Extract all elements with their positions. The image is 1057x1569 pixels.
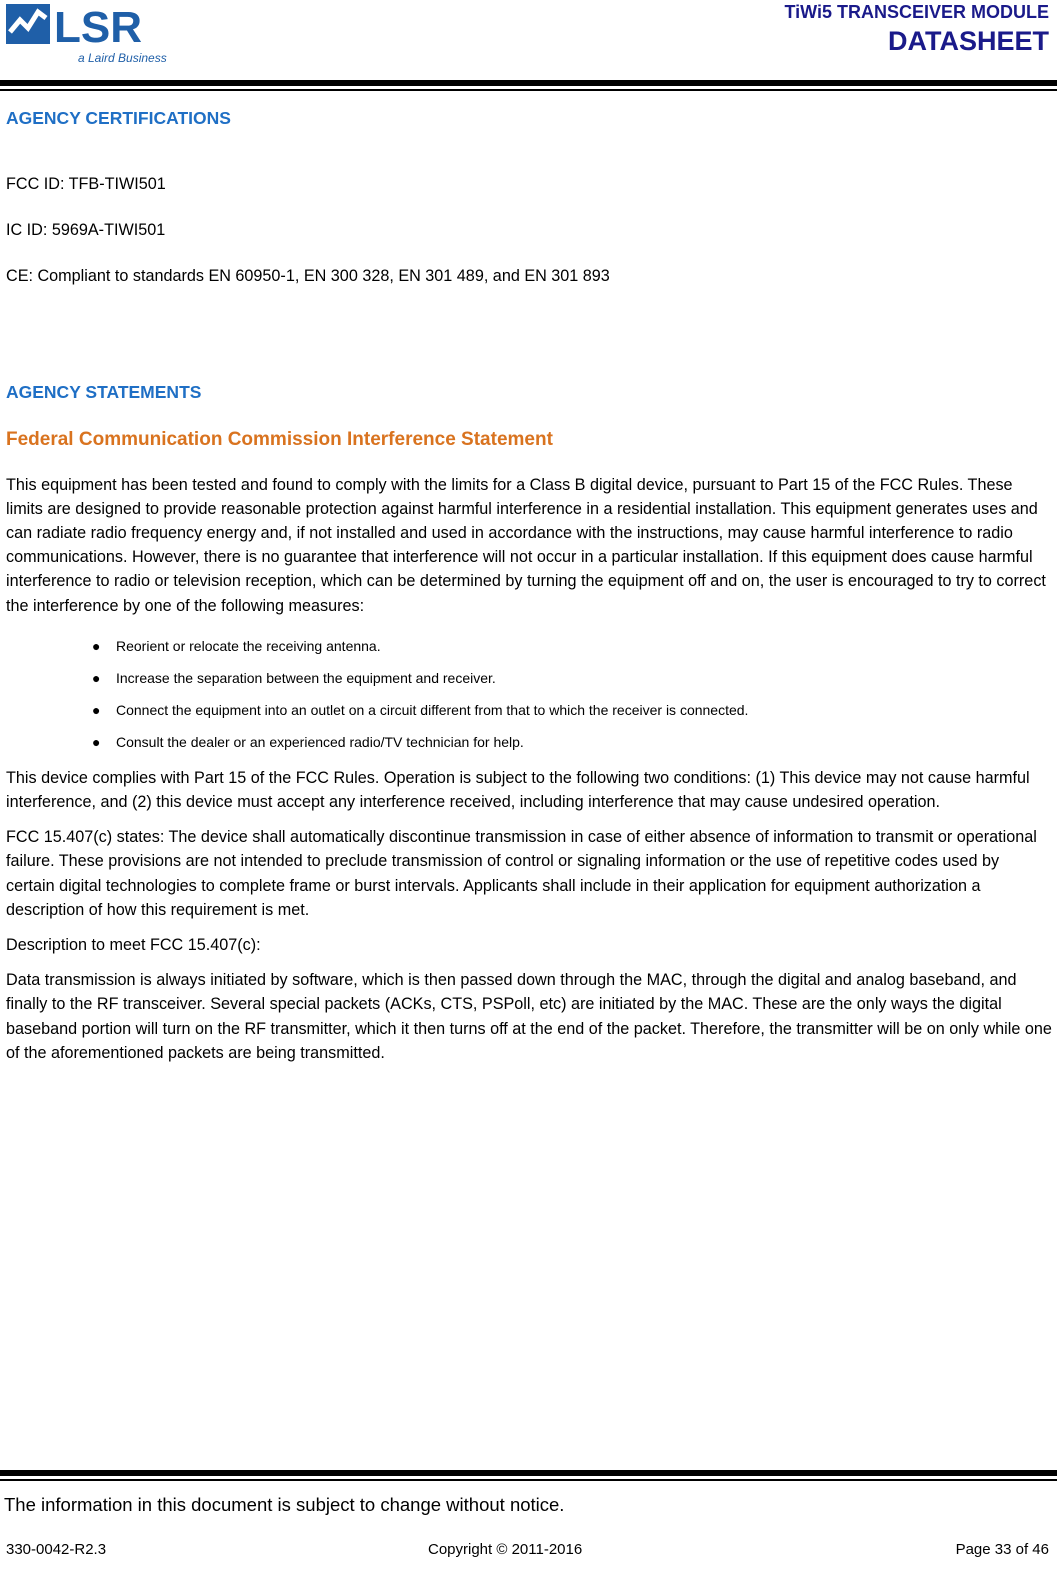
copyright: Copyright © 2011-2016 xyxy=(428,1541,583,1558)
document-title-type: DATASHEET xyxy=(888,26,1049,56)
header-divider-thick xyxy=(0,80,1057,86)
part15-paragraph: This device complies with Part 15 of the FCC Rules. Operation is subject to the following two conditions: (1) This device may not cause harmful interference, and (2) this device must accept any interference received, including interference that may cause undesired operation. xyxy=(6,768,1030,812)
ce-compliance: CE: Compliant to standards EN 60950-1, EN 300 328, EN 301 489, and EN 301 893 xyxy=(6,267,610,286)
bullet-icon: ● xyxy=(92,733,101,750)
list-item-text: Reorient or relocate the receiving antenna. xyxy=(116,637,381,654)
bullet-icon: ● xyxy=(92,701,101,718)
page-content xyxy=(6,106,1052,1065)
page-footer xyxy=(0,1470,1057,1569)
lsr-logo xyxy=(6,2,167,66)
agency-certifications-heading: AGENCY CERTIFICATIONS xyxy=(6,108,231,128)
change-notice: The information in this document is subject to change without notice. xyxy=(4,1494,565,1515)
list-item xyxy=(6,726,1052,758)
fcc-statement-paragraph: This equipment has been tested and found to comply with the limits for a Class B digital device, pursuant to Part 15 of the FCC Rules. These limits are designed to provide reasonable protection against harmful interference in a residential installation. This equipment generates uses and can radiate radio frequency energy and, if not installed and used in accordance with the instructions, may cause harmful interference to radio communications. However, there is no guarantee that interference will not occur in a particular installation. If this equipment does cause harmful interference to radio or television reception, which can be determined by turning the equipment off and on, the user is encouraged to try to correct the interference by one of the following measures: xyxy=(6,475,1046,615)
footer-divider-thick xyxy=(0,1470,1057,1476)
measures-list xyxy=(6,630,1052,758)
list-item-text: Consult the dealer or an experienced radio/TV technician for help. xyxy=(116,733,524,750)
bullet-icon: ● xyxy=(92,669,101,686)
list-item-text: Connect the equipment into an outlet on a circuit different from that to which the receiver is connected. xyxy=(116,701,749,718)
header-divider-thin xyxy=(0,89,1057,91)
description-heading-paragraph: Description to meet FCC 15.407(c): xyxy=(6,936,261,955)
document-title xyxy=(784,0,1049,58)
lsr-logo-graphic xyxy=(6,2,167,66)
fcc-id: FCC ID: TFB-TIWI501 xyxy=(6,175,166,193)
list-item-text: Increase the separation between the equipment and receiver. xyxy=(116,669,496,686)
bullet-icon: ● xyxy=(92,637,101,654)
data-transmission-paragraph: Data transmission is always initiated by software, which is then passed down through the MAC, through the digital and analog baseband, and finally to the RF transceiver. Several special packets (ACKs, CTS, PSPoll, etc) are initiated by the MAC. These are the only ways the digital baseband portion will turn on the RF transmitter, which it then turns off at the end of the packet. Therefore, the transmitter will be on only while one of the aforementioned packets are being transmitted. xyxy=(6,971,1052,1062)
fcc-interference-heading: Federal Communication Commission Interference Statement xyxy=(6,428,553,450)
list-item xyxy=(6,694,1052,726)
document-title-product: TiWi5 TRANSCEIVER MODULE xyxy=(784,2,1049,22)
page-number: Page 33 of 46 xyxy=(955,1541,1049,1558)
list-item xyxy=(6,662,1052,694)
list-item xyxy=(6,630,1052,662)
logo-tagline: a Laird Business xyxy=(78,51,167,65)
footer-divider-thin xyxy=(0,1479,1057,1481)
ic-id: IC ID: 5969A-TIWI501 xyxy=(6,221,166,240)
document-number: 330-0042-R2.3 xyxy=(6,1541,107,1558)
agency-statements-heading: AGENCY STATEMENTS xyxy=(6,381,202,402)
fcc-15407c-paragraph: FCC 15.407(c) states: The device shall automatically discontinue transmission in case of either absence of information to transmit or operational failure. These provisions are not intended to preclude transmission of control or signaling information or the use of repetitive codes used by certain digital technologies to complete frame or burst intervals. Applicants shall include in their application for equipment authorization a description of how this requirement is met. xyxy=(6,828,1037,919)
page-header xyxy=(0,0,1057,92)
logo-wordmark: LSR xyxy=(54,3,142,52)
